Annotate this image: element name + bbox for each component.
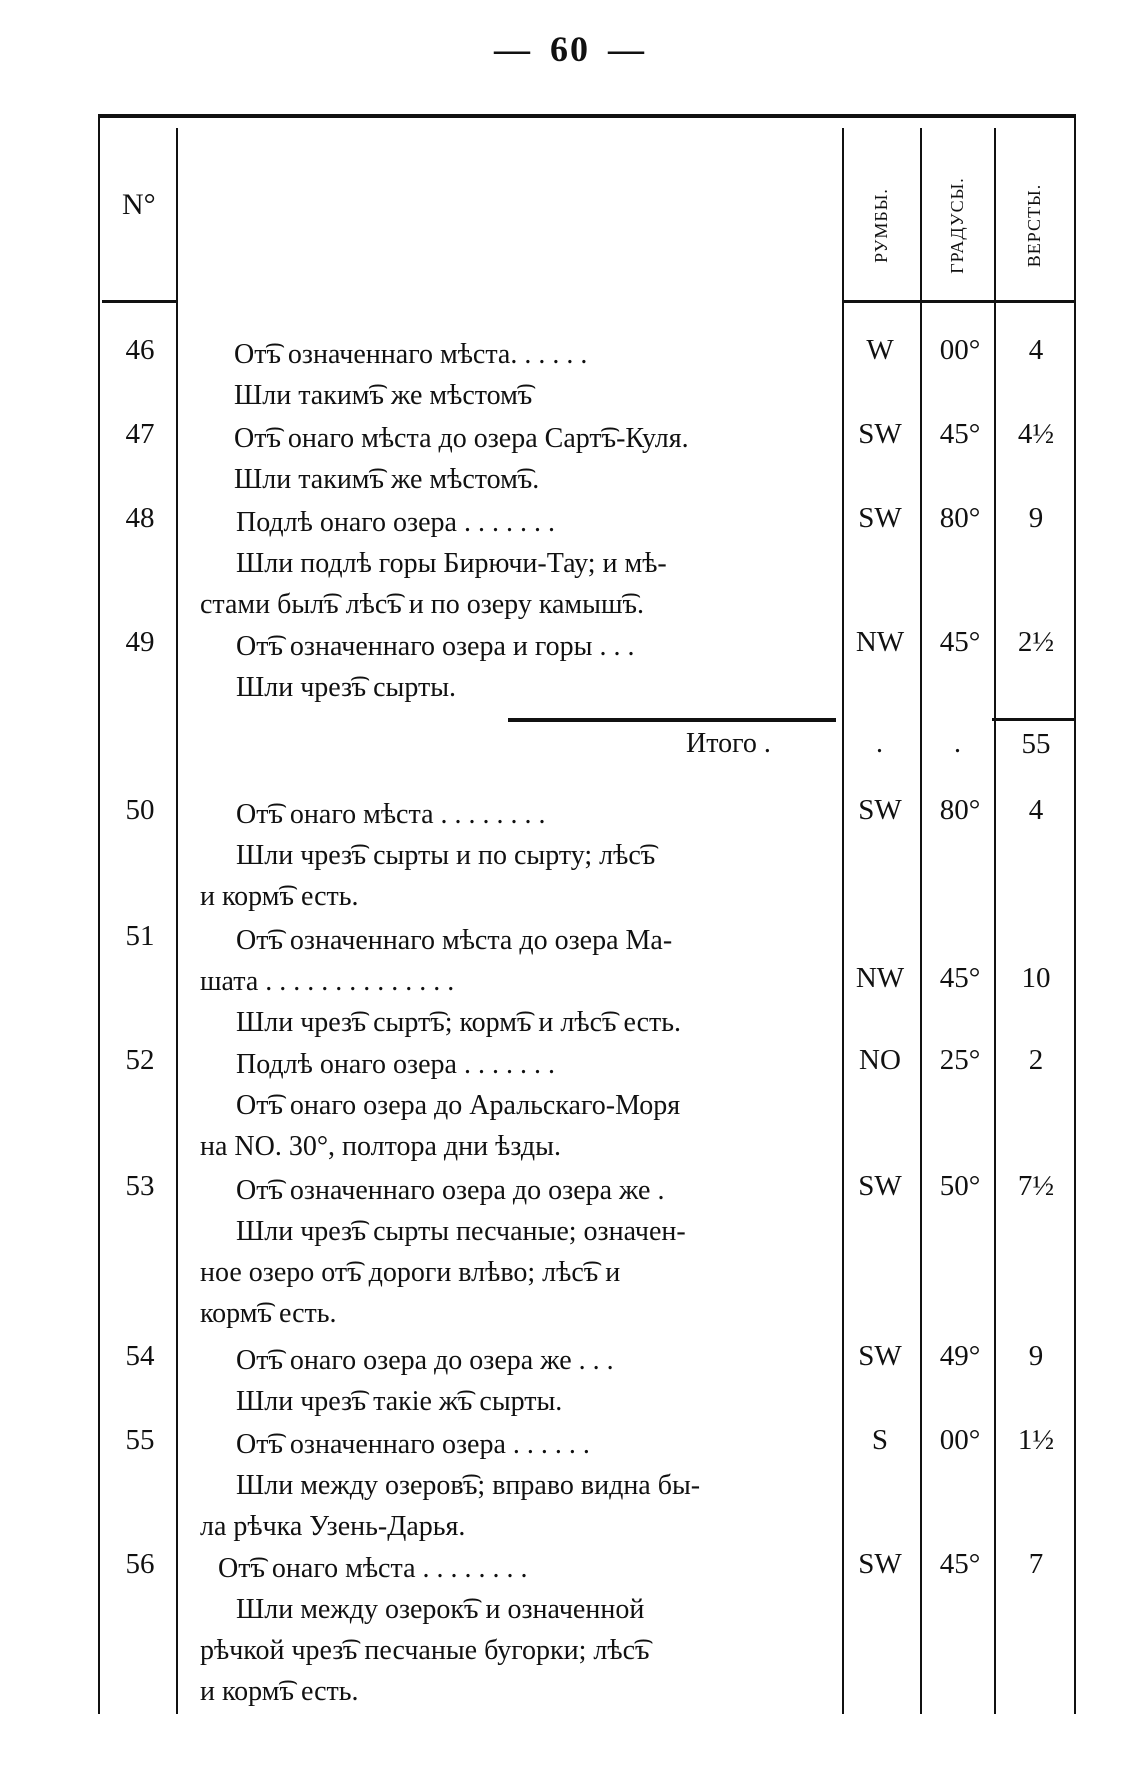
table-left-rule (98, 114, 100, 1714)
page-number: — 60 — (494, 29, 646, 69)
header-number: N° (122, 188, 156, 221)
header-rhumbs: РУМБЫ. (870, 187, 891, 263)
total-dot-rhumb: . (876, 728, 883, 759)
total-label: Итого . (686, 728, 771, 759)
total-rule (508, 718, 836, 722)
total-dot-deg: . (954, 728, 961, 759)
total-value: 55 (1021, 728, 1051, 760)
header-rule-no (102, 300, 176, 303)
header-degrees: ГРАДУСЫ. (946, 176, 967, 274)
header-versts: ВЕРСТЫ. (1024, 183, 1045, 267)
total-rule-verst (992, 718, 1074, 721)
col-divider-desc (176, 128, 178, 1714)
header-rule-cols (842, 300, 1074, 303)
table-top-rule (98, 114, 1076, 118)
